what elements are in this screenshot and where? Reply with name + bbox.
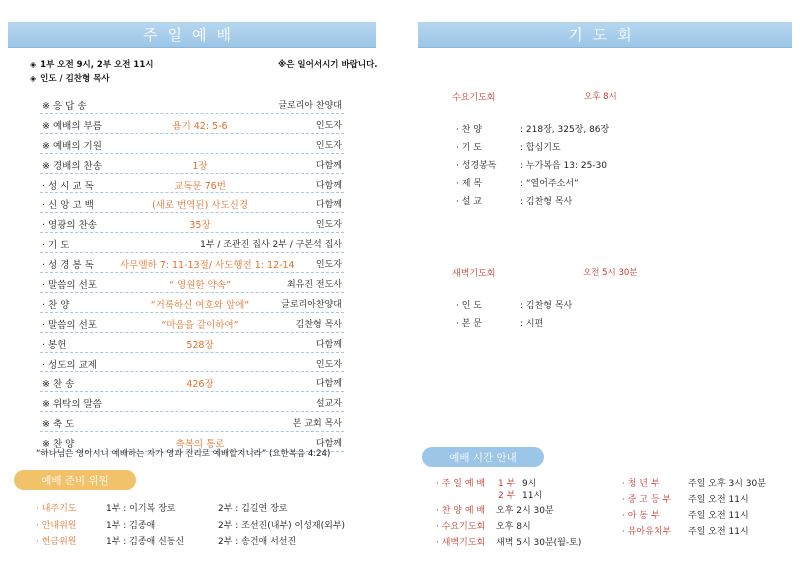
order-item-person: 다함께 <box>315 160 342 171</box>
order-row <box>40 253 344 273</box>
page-title-sunday-worship: 주일예배 <box>8 22 376 48</box>
order-row <box>40 213 344 233</box>
schedule-item <box>622 492 749 506</box>
detail-row <box>456 122 756 136</box>
committee-row <box>36 518 376 532</box>
order-row <box>40 174 344 194</box>
order-item-content: 교독문 76번 <box>174 180 226 192</box>
order-item-person: 글로리아 찬양대 <box>278 101 342 111</box>
detail-value: : 218장, 325장, 86장 <box>520 125 610 135</box>
order-item-label: ※ 경배의 찬송 <box>42 160 102 172</box>
order-item-person: 인도자 <box>315 260 342 271</box>
diamond-icon: ◈ <box>30 60 37 69</box>
order-row <box>40 392 344 412</box>
schedule-time: 주일 오전 11시 <box>688 511 749 521</box>
committee-row <box>36 501 376 515</box>
service-times <box>30 58 153 70</box>
order-item-person: 최유진 전도사 <box>286 280 342 291</box>
detail-value: : 시편 <box>520 319 544 329</box>
committee-first-service: 1부 : 김종애 <box>106 521 156 531</box>
order-item-label: · 성 경 봉 독 <box>42 260 94 272</box>
schedule-time: 주일 오전 11시 <box>688 495 749 505</box>
schedule-item <box>622 508 749 522</box>
order-item-content: 35장 <box>189 220 211 232</box>
detail-label: · 설 교 <box>456 197 482 207</box>
order-item-person: 설교자 <box>315 399 342 410</box>
order-row <box>40 134 344 154</box>
detail-value: : 합심기도 <box>520 143 561 153</box>
order-item-label: · 기 도 <box>42 240 70 252</box>
order-item-person: 인도자 <box>315 359 342 370</box>
order-item-label: ※ 위탁의 말씀 <box>42 399 102 411</box>
schedule-sub: 2 부 <box>498 491 516 501</box>
committee-first-service: 1부 : 김종애 신동신 <box>106 537 185 547</box>
page-title-prayer-meeting: 기도회 <box>418 22 792 48</box>
detail-label: · 성경봉독 <box>456 161 497 171</box>
detail-label: · 인 도 <box>456 301 482 311</box>
detail-label: · 본 문 <box>456 319 482 329</box>
order-row <box>40 154 344 174</box>
schedule-dept: · 주 일 예 배 <box>436 479 486 489</box>
schedule-dept: · 중 고 등 부 <box>622 495 672 505</box>
order-item-label: · 성도의 교제 <box>42 359 97 371</box>
order-item-person: 본 교회 목사 <box>292 419 342 430</box>
order-item-content: “마음을 같이하여” <box>161 319 239 331</box>
detail-row <box>456 140 756 154</box>
order-item-person: 1부 / 조관진 집사 2부 / 구본석 집사 <box>200 240 342 251</box>
scripture-verse: “하나님은 영이시니 예배하는 자가 영과 진리로 예배할지니라” (요한복음 4:24) <box>36 449 331 459</box>
schedule-time: 11시 <box>522 491 543 501</box>
schedule-item <box>622 524 749 538</box>
schedule-dept: · 청 년 부 <box>622 479 660 489</box>
order-row <box>40 114 344 134</box>
order-item-label: · 말씀의 선포 <box>42 319 97 331</box>
order-item-person: 다함께 <box>315 339 342 350</box>
service-times-text: 1부 오전 9시, 2부 오전 11시 <box>40 60 154 70</box>
wednesday-prayer-time: 오후 8시 <box>584 92 617 102</box>
order-row <box>40 233 344 253</box>
order-item-label: · 찬 양 <box>42 299 70 311</box>
presider-text: 인도 / 김찬형 목사 <box>40 74 110 84</box>
schedule-item <box>436 535 581 549</box>
detail-value: : 누가복음 13: 25-30 <box>520 161 608 171</box>
detail-value: : 김찬형 목사 <box>520 197 573 207</box>
schedule-dept: · 수요기도회 <box>436 522 486 532</box>
committee-second-service: 2부 : 김길연 장로 <box>218 504 288 514</box>
order-item-label: ※ 찬 송 <box>42 379 75 391</box>
schedule-dept: · 아 동 부 <box>622 511 660 521</box>
detail-label: · 기 도 <box>456 143 482 153</box>
committee-row <box>36 534 376 548</box>
order-row <box>40 372 344 392</box>
order-item-content: 528장 <box>186 339 214 351</box>
committee-role: · 헌금위원 <box>36 537 77 547</box>
schedule-sub: 1 부 <box>498 479 516 489</box>
order-item-person: 인도자 <box>315 120 342 131</box>
order-row <box>40 193 344 213</box>
detail-label: · 찬 양 <box>456 125 482 135</box>
order-item-person: 김찬형 목사 <box>295 319 342 330</box>
detail-label: · 제 목 <box>456 179 482 189</box>
order-item-label: ※ 축 도 <box>42 419 75 431</box>
committee-second-service: 2부 : 송건애 서선진 <box>218 537 297 547</box>
schedule-time: 새벽 5시 30분(월-토) <box>496 538 582 548</box>
schedule-title-badge: 예배 시간 안내 <box>422 447 544 467</box>
order-item-label: · 신 앙 고 백 <box>42 200 94 212</box>
schedule-time: 주일 오전 11시 <box>688 527 749 537</box>
presider <box>30 72 110 84</box>
detail-row <box>456 158 756 172</box>
detail-value: : “열어주소서” <box>520 179 579 189</box>
order-item-label: · 성 시 교 독 <box>42 180 94 192</box>
order-item-label: ※ 찬 양 <box>42 439 75 451</box>
order-row <box>40 353 344 373</box>
order-item-label: ※ 응 답 송 <box>42 101 87 112</box>
schedule-item <box>436 488 542 502</box>
wednesday-prayer-title: 수요기도회 <box>452 93 496 103</box>
schedule-time: 9시 <box>522 479 537 489</box>
schedule-time: 오후 2시 30분 <box>496 506 554 516</box>
detail-row <box>456 194 756 208</box>
order-item-person: 인도자 <box>315 220 342 231</box>
order-item-content: 욥기 42: 5-6 <box>172 120 228 132</box>
order-item-label: · 영광의 찬송 <box>42 220 97 232</box>
order-row <box>40 313 344 333</box>
order-item-content: 사무엘하 7: 11-13절/ 사도행전 1: 12-14 <box>120 260 295 272</box>
detail-value: : 김찬형 목사 <box>520 301 573 311</box>
order-item-person: 다함께 <box>315 379 342 390</box>
order-item-label: ※ 예배의 부름 <box>42 120 102 132</box>
standing-note: ※은 일어서시기 바랍니다. <box>278 60 378 70</box>
dawn-prayer-title: 새벽기도회 <box>452 269 496 279</box>
order-row <box>40 412 344 432</box>
order-item-content: 426장 <box>186 379 214 391</box>
order-item-content: (새로 번역된) 사도신경 <box>151 200 249 212</box>
committee-role: · 안내위원 <box>36 521 77 531</box>
committee-second-service: 2부 : 조선진(내부) 이성재(외부) <box>218 521 346 531</box>
schedule-item <box>436 519 531 533</box>
detail-row <box>456 316 756 330</box>
order-item-person: 인도자 <box>315 140 342 151</box>
schedule-dept: · 찬 양 예 배 <box>436 506 486 516</box>
committee-role: · 내주기도 <box>36 504 77 514</box>
schedule-item <box>622 476 766 490</box>
order-item-label: ※ 예배의 기원 <box>42 140 102 152</box>
order-row <box>40 273 344 293</box>
order-row <box>40 333 344 353</box>
order-row <box>40 293 344 313</box>
order-item-content: 축복의 통로 <box>175 439 225 451</box>
order-item-label: · 말씀의 선포 <box>42 280 97 292</box>
schedule-dept: · 유아유치부 <box>622 527 672 537</box>
detail-row <box>456 176 756 190</box>
order-item-content: “ 영원한 약속” <box>169 280 231 292</box>
order-row <box>40 94 344 114</box>
order-item-content: 1장 <box>192 160 208 172</box>
schedule-time: 오후 8시 <box>496 522 531 532</box>
diamond-icon: ◈ <box>30 74 37 83</box>
schedule-item <box>436 503 554 517</box>
committee-title-badge: 예배 준비 위원 <box>14 470 136 490</box>
order-item-content: “거룩하신 여호와 앞에” <box>150 299 250 311</box>
schedule-dept: · 새벽기도회 <box>436 538 486 548</box>
order-item-person: 다함께 <box>315 439 342 450</box>
order-item-person: 글로리아찬양대 <box>281 299 342 310</box>
schedule-time: 주일 오후 3시 30분 <box>688 479 766 489</box>
detail-row <box>456 298 756 312</box>
order-item-label: · 봉헌 <box>42 339 67 351</box>
order-item-person: 다함께 <box>315 200 342 211</box>
worship-order-table <box>40 94 344 452</box>
committee-first-service: 1부 : 이기복 장로 <box>106 504 176 514</box>
dawn-prayer-time: 오전 5시 30분 <box>583 268 638 278</box>
order-item-person: 다함께 <box>315 180 342 191</box>
